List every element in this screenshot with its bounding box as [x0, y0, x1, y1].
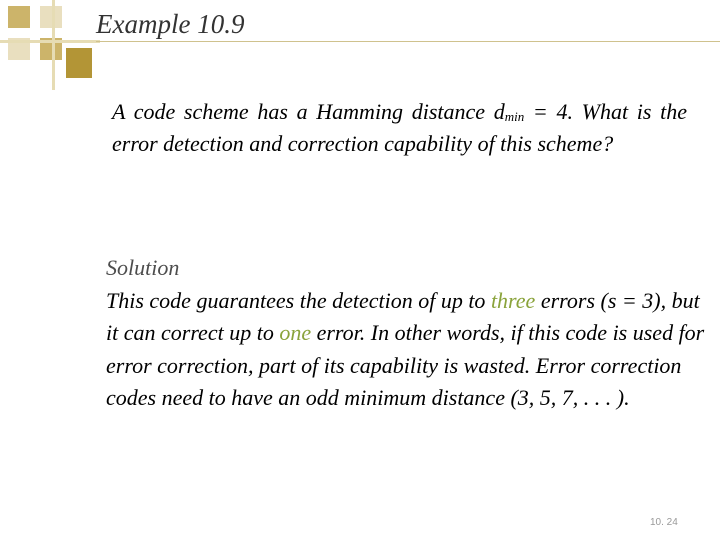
title-divider [96, 41, 720, 42]
question-subscript: min [504, 109, 525, 124]
solution-text: This code guarantees the detection of up to [106, 287, 491, 313]
page-number: 10. 24 [650, 517, 678, 528]
solution-heading: Solution [106, 255, 180, 280]
question-paragraph [112, 96, 687, 160]
question-text-rest: = 4. What is the error detection and correction capability of this scheme? [112, 99, 687, 156]
highlight-three: three [490, 287, 536, 313]
slide-title: Example 10.9 [96, 9, 245, 39]
corner-decoration [0, 0, 100, 90]
question-text: A code scheme has a Hamming distance d [112, 99, 505, 124]
deco-square [66, 48, 92, 78]
solution-text: errors (s = 3), but it can correct up to [106, 287, 700, 345]
deco-line [0, 40, 100, 43]
highlight-one: one [279, 320, 312, 345]
deco-square [8, 6, 30, 28]
solution-block [106, 252, 712, 415]
deco-square [40, 6, 62, 28]
solution-text: error. In other words, if this code is used for error correction, part of its capability is wasted. Error correction codes need to have an odd minimum distance (3, 5, 7, . . . ). [106, 320, 705, 410]
deco-line [52, 0, 55, 90]
